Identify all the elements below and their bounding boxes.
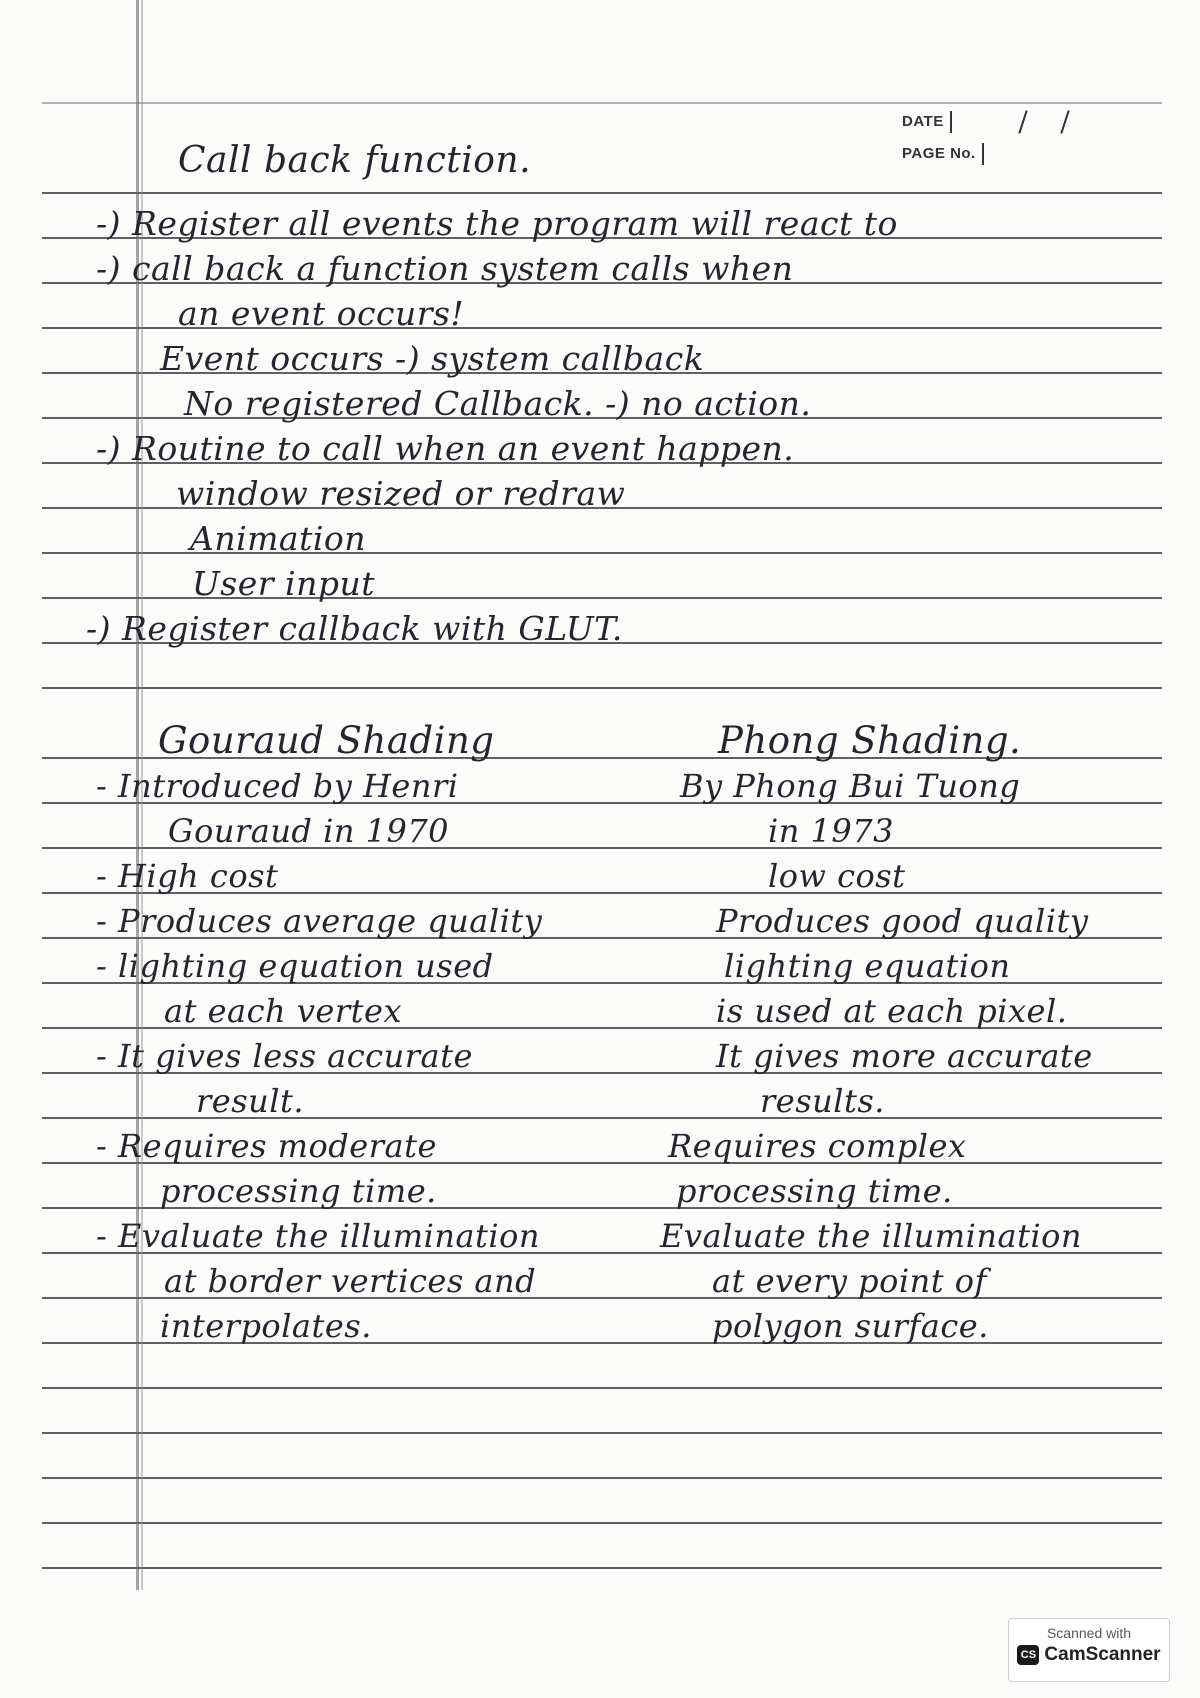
note-line: Event occurs -) system callback	[160, 339, 705, 378]
gouraud-line: Gouraud in 1970	[168, 812, 450, 850]
phong-line: Produces good quality	[716, 902, 1089, 940]
note-line: User input	[192, 564, 375, 603]
gouraud-line: at border vertices and	[164, 1262, 537, 1300]
phong-line: It gives more accurate	[716, 1037, 1093, 1075]
gouraud-line: - Produces average quality	[96, 902, 543, 940]
phong-line: results.	[760, 1082, 885, 1120]
phong-line: Requires complex	[668, 1127, 967, 1165]
phong-line: lighting equation	[724, 947, 1011, 985]
note-line: -) Routine to call when an event happen.	[96, 429, 795, 468]
ruled-line	[42, 1477, 1162, 1479]
ruled-line	[42, 1522, 1162, 1524]
gouraud-line: - lighting equation used	[96, 947, 494, 985]
gouraud-line: - Evaluate the illumination	[96, 1217, 541, 1255]
page-title: Call back function.	[178, 140, 532, 181]
phong-header: Phong Shading.	[718, 719, 1022, 762]
note-line: window resized or redraw	[176, 474, 626, 513]
gouraud-line: - It gives less accurate	[96, 1037, 473, 1075]
date-page-box	[902, 106, 1066, 170]
gouraud-line: processing time.	[160, 1172, 437, 1210]
ruled-line	[42, 1387, 1162, 1389]
gouraud-line: interpolates.	[160, 1307, 372, 1345]
ruled-line	[42, 687, 1162, 689]
phong-line: in 1973	[768, 812, 894, 850]
note-line: -) Register callback with GLUT.	[86, 609, 623, 648]
phong-line: Evaluate the illumination	[660, 1217, 1083, 1255]
badge-brand: CamScanner	[1044, 1644, 1161, 1665]
note-line: an event occurs!	[178, 294, 465, 333]
gouraud-line: result.	[196, 1082, 305, 1120]
ruled-line	[42, 1567, 1162, 1569]
gouraud-line: - High cost	[96, 857, 279, 895]
ruled-line	[42, 1432, 1162, 1434]
phong-line: is used at each pixel.	[716, 992, 1068, 1030]
phong-line: low cost	[768, 857, 906, 895]
phong-line: polygon surface.	[712, 1307, 989, 1345]
gouraud-line: at each vertex	[164, 992, 402, 1030]
ruled-line	[42, 102, 1162, 104]
phong-line: By Phong Bui Tuong	[680, 767, 1021, 805]
note-line: -) Register all events the program will react to	[96, 204, 898, 243]
note-line: No registered Callback. -) no action.	[184, 384, 812, 423]
camscanner-logo-icon: CS	[1017, 1645, 1039, 1665]
gouraud-line: - Requires moderate	[96, 1127, 437, 1165]
badge-caption: Scanned with	[1046, 1625, 1132, 1641]
ruled-line	[42, 192, 1162, 194]
date-label: DATE	[902, 113, 944, 130]
note-line: -) call back a function system calls when	[96, 249, 794, 288]
gouraud-line: - Introduced by Henri	[96, 767, 459, 805]
camscanner-badge	[1008, 1618, 1170, 1682]
phong-line: processing time.	[676, 1172, 953, 1210]
page-no-label: PAGE No.	[902, 145, 976, 162]
phong-line: at every point of	[712, 1262, 987, 1300]
gouraud-header: Gouraud Shading	[158, 719, 495, 762]
note-line: Animation	[190, 519, 367, 558]
